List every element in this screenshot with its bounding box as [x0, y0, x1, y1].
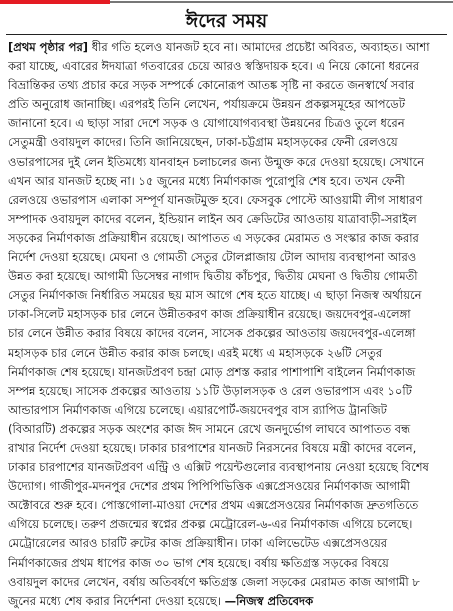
article-line: সড়কের নির্মাণকাজ প্রক্রিয়াধীন রয়েছে। আপাতত এ সড়কের মেরামত ও সংস্কার কাজ করার — [8, 230, 419, 245]
top-accent-red — [0, 0, 110, 4]
article-body — [8, 38, 445, 611]
article-line: ওভারপাসের দুই লেন ইতিমধ্যে যানবাহন চলাচলের জন্য উন্মুক্ত করে দেওয়া হয়েছে। সেখানে — [8, 154, 425, 169]
article-line: নির্মাণকাজ শেষ হয়েছে। যানজটপ্রবণ চন্দ্রা মোড় প্রশস্ত করার পাশাপাশি বাইলেন নির্মাণকাজ — [8, 364, 416, 379]
article-line: চার লেনে উন্নীত করার বিষয়ে কাদের বলেন, সাসেক প্রকল্পের আওতায় জয়দেবপুর-এলেঙ্গা — [8, 326, 416, 341]
article-line — [8, 592, 445, 611]
article-line: এগিয়ে চলেছে। তরুণ প্রজন্মের স্বপ্নের প্রকল্প মেট্রোরেল-৬-এর নির্মাণকাজ এগিয়ে চলেছে। — [8, 517, 413, 532]
article-line: প্রতি অনুরোধ জানাচ্ছি। এরপরই তিনি লেখেন, পর্যায়ক্রমে উন্নয়ন প্রকল্পসমূহের আপডেট — [8, 97, 405, 112]
article-line: এখন আর যানজট হচ্ছে না। ১৫ জুনের মধ্যে নির্মাণকাজ পুরোপুরি শেষ হবে। তখন ফেনী — [8, 173, 405, 188]
article-line: নির্দেশ দেওয়া হয়েছে। মেঘনা ও গোমতী সেতুর টোলপ্লাজায় টোল আদায় ব্যবস্থাপনা আরও — [8, 250, 417, 265]
article-line: বিভ্রান্তিকর তথ্য প্রচার করে সড়ক সম্পর্কে কোনোরূপ আতঙ্ক সৃষ্টি না করতে জনস্বার্থে সবার — [8, 78, 415, 93]
article-line — [8, 38, 445, 57]
top-accent-bar — [0, 0, 453, 4]
article-line: ঢাকার চারপাশের যানজটপ্রবণ এন্ট্রি ও এক্সিট পয়েন্টগুলোর ব্যবস্থাপনায় নেওয়া হয়েছে বিশেষ — [8, 460, 429, 475]
article-line: অক্টোবরে শুরু হবে। পোস্তগোলা-মাওয়া দেশের প্রথম এক্সপ্রেসওয়ের নির্মাণকাজ দ্রুতগতিতে — [8, 498, 419, 513]
article-line: আন্ডারপাস নির্মাণকাজ এগিয়ে চলেছে। এয়ারপোর্ট-জয়দেবপুর বাস র‌্যাপিড ট্রানজিট — [8, 402, 387, 417]
headline-divider — [6, 34, 447, 35]
top-accent-grey — [110, 1, 453, 3]
article-line: উন্নত করা হয়েছে। আগামী ডিসেম্বর নাগাদ দ্বিতীয় কাঁচপুর, দ্বিতীয় মেঘনা ও দ্বিতীয় গোমতী — [8, 269, 418, 284]
article-headline: ঈদের সময় — [185, 10, 268, 32]
article-line: রেলওয়ে ওভারপাস এলাকা সম্পূর্ণ যানজটমুক্ত হবে। ফেসবুক পোস্টে আওয়ামী লীগ সাধারণ — [8, 192, 423, 207]
article-line: সেতুর নির্মাণকাজ নির্ধারিত সময়ের ছয় মাস আগে শেষ হতে যাচ্ছে। এ ছাড়া নিজস্ব অর্থায়নে — [8, 288, 422, 303]
article-line: ওবায়দুল কাদের লেখেন, বর্ষায় অতিবর্ষণে ক্ষতিগ্রস্ত জেলা সড়কের মেরামত কাজ আগামী ৮ — [8, 574, 420, 589]
article-line: ঢাকা-সিলেট মহাসড়ক চার লেনে উন্নীতকরণ কাজ প্রক্রিয়াধীন রয়েছে। জয়দেবপুর-এলেঙ্গা — [8, 307, 411, 322]
article-line: করা যাচ্ছে, এবারের ঈদযাত্রা গতবারের চেয়ে আরও স্বস্তিদায়ক হবে। এ নিয়ে কোনো ধরনের — [8, 59, 420, 74]
article-line: রাখার নির্দেশ দেওয়া হয়েছে। ঢাকার চারপাশের যানজট নিরসনের বিষয়ে মন্ত্রী কাদের বলেন, — [8, 440, 417, 455]
article-line: মহাসড়ক চার লেনে উন্নীত করার কাজ চলছে। এরই মধ্যে এ মহাসড়কে ২৬টি সেতুর — [8, 345, 383, 360]
article-line: সেতুমন্ত্রী ওবায়দুল কাদের। তিনি জানিয়েছেন, ঢাকা-চট্টগ্রাম মহাসড়কের ফেনী রেলওয়ে — [8, 135, 398, 150]
article-line: জানানো হবে। এ ছাড়া সারা দেশে সড়ক ও যোগাযোগব্যবস্থা উন্নয়নের চিত্রও তুলে ধরেন — [8, 116, 405, 131]
article-line: উদ্যোগ। গাজীপুর-মদনপুর দেশের প্রথম পিপিপিভিত্তিক এক্সপ্রেসওয়ের নির্মাণকাজ আগামী — [8, 479, 410, 494]
article-line: সম্পাদক ওবায়দুল কাদের বলেন, ইন্ডিয়ান লাইন অব ক্রেডিটের আওতায় যাত্রাবাড়ী-সরাইল — [8, 211, 417, 226]
article-line: (বিআরটি) প্রকল্পের সড়ক অংশের কাজ ঈদ সামনে রেখে জনদুর্ভোগ লাঘবে আপাতত বন্ধ — [8, 421, 411, 436]
article-line-text: ধীর গতি হলেও যানজট হবে না। আমাদের প্রচেষ্টা অবিরত, অব্যাহত। আশা — [91, 40, 430, 54]
article-line-text: জুনের মধ্যে শেষ করার নির্দেশনা দেওয়া হয়েছে। — [8, 593, 221, 608]
article-line: মেট্রোরেলের আরও চারটি রুটের কাজ প্রক্রিয়াধীন। ঢাকা এলিভেটেড এক্সপ্রেসওয়ের — [8, 536, 388, 551]
article-line: নির্মাণকাজের প্রথম ধাপের কাজ ৩০ ভাগ শেষ হয়েছে। বর্ষায় ক্ষতিগ্রস্ত সড়কের বিষয়ে — [8, 555, 389, 570]
byline: —নিজস্ব প্রতিবেদক — [224, 593, 314, 608]
article-line: সম্পন্ন হয়েছে। সাসেক প্রকল্পের আওতায় ১১টি উড়ালসড়ক ও রেল ওভারপাস এবং ১০টি — [8, 383, 412, 398]
continuation-tag: [প্রথম পৃষ্ঠার পর] — [8, 40, 89, 54]
